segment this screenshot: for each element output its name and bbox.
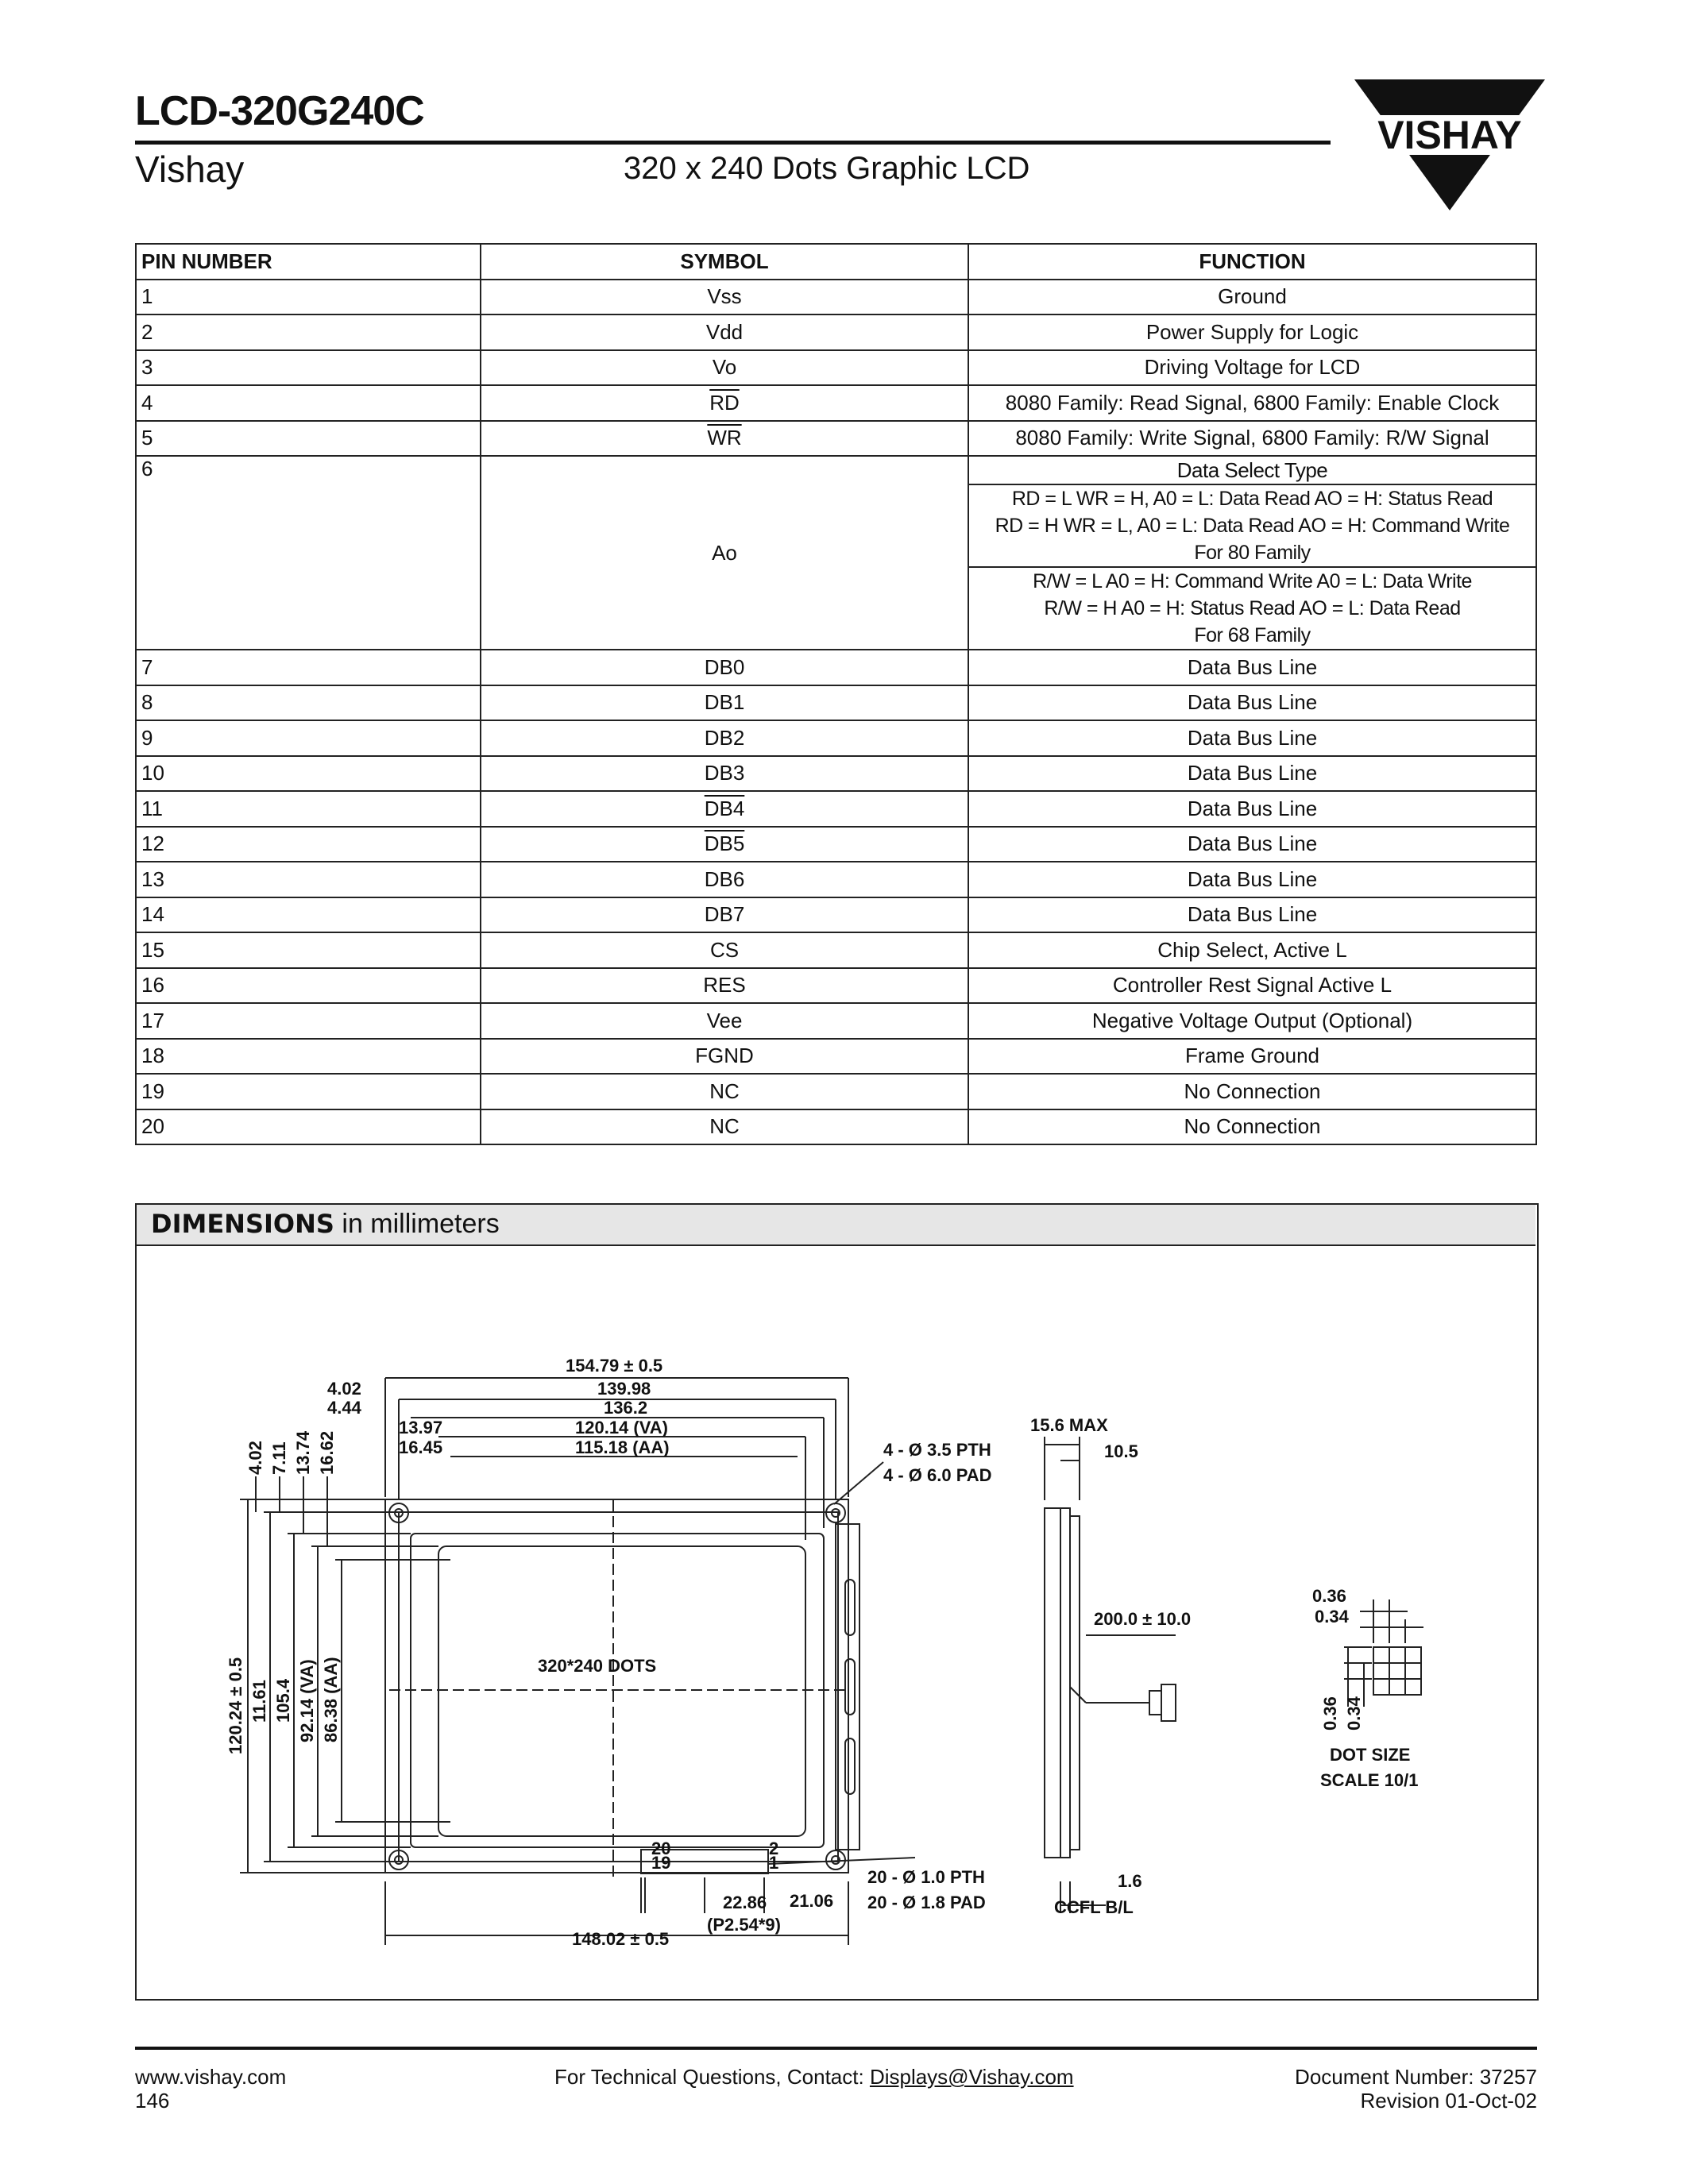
dim-1645: 16.45 (399, 1437, 443, 1457)
function-cell: Data Bus Line (968, 756, 1536, 792)
function-cell: Controller Rest Signal Active L (968, 968, 1536, 1004)
mount-pad-label: 4 - Ø 6.0 PAD (883, 1465, 992, 1485)
symbol-cell: NC (481, 1109, 968, 1145)
dim-v-1374: 13.74 (293, 1430, 313, 1475)
function-cell: Data Bus Line (968, 897, 1536, 933)
family-80-label: For 80 Family (1194, 542, 1311, 564)
pin-table (135, 243, 1537, 1145)
document-subtitle: 320 x 240 Dots Graphic LCD (624, 151, 1030, 186)
table-row (136, 968, 1536, 1004)
col-header-symbol: SYMBOL (481, 244, 968, 280)
function-cell: 8080 Family: Write Signal, 6800 Family: R/W Signal (968, 421, 1536, 457)
pin-cell: 9 (136, 720, 481, 756)
pin-cell: 5 (136, 421, 481, 457)
pin-cell: 2 (136, 314, 481, 350)
dim-1054: 105.4 (273, 1678, 293, 1723)
table-row (136, 350, 1536, 386)
dim-402: 4.02 (327, 1379, 361, 1399)
symbol-cell: $\overline{WR}$ (707, 426, 742, 450)
active-area (438, 1546, 805, 1836)
pin-cell: 15 (136, 932, 481, 968)
pin-cell: 7 (136, 650, 481, 685)
module-outline (385, 1499, 848, 1873)
pin1-label: 1 (769, 1853, 779, 1873)
footer-contact (554, 2065, 1074, 2089)
dim-2286: 22.86 (723, 1893, 767, 1912)
function-cell: Data Bus Line (968, 827, 1536, 862)
footer-rule (135, 2047, 1537, 2050)
table-row (136, 1039, 1536, 1075)
pin-cell: 11 (136, 791, 481, 827)
pin2-label: 2 (769, 1839, 779, 1858)
table-row (136, 720, 1536, 756)
dot-vpitch-label: 0.34 (1344, 1696, 1364, 1731)
dim-v-402: 4.02 (245, 1441, 265, 1475)
dot-height-label: 0.36 (1320, 1696, 1340, 1731)
dim-viewing-width: 120.14 (VA) (575, 1418, 668, 1437)
dim-13998: 139.98 (597, 1379, 651, 1399)
table-row (136, 280, 1536, 315)
dot-size-label: DOT SIZE (1330, 1745, 1411, 1765)
table-row (136, 421, 1536, 457)
table-row (136, 314, 1536, 350)
symbol-cell: FGND (481, 1039, 968, 1075)
function-cell: Data Bus Line (968, 685, 1536, 721)
connector-pad-label: 20 - Ø 1.8 PAD (867, 1893, 986, 1912)
table-row (136, 1074, 1536, 1109)
dim-viewing-height: 92.14 (VA) (297, 1659, 317, 1742)
pin-cell: 13 (136, 862, 481, 897)
symbol-cell: DB0 (481, 650, 968, 685)
dimensions-title (151, 1209, 500, 1240)
part-number-title: LCD-320G240C (135, 88, 424, 134)
function-cell: No Connection (968, 1109, 1536, 1145)
pin-cell: 3 (136, 350, 481, 386)
symbol-cell: $\overline{RD}$ (709, 390, 740, 415)
dot-grid (1373, 1647, 1421, 1695)
table-row (136, 827, 1536, 862)
function-cell: Data Bus Line (968, 650, 1536, 685)
footer-website-link[interactable]: www.vishay.com (135, 2065, 287, 2089)
pin-cell: 18 (136, 1039, 481, 1075)
symbol-cell: Vdd (481, 314, 968, 350)
col-header-function: FUNCTION (968, 244, 1536, 280)
pin19-label: 19 (651, 1853, 671, 1873)
family-80-block (969, 485, 1535, 568)
brand-name: Vishay (135, 149, 245, 190)
dim-1397: 13.97 (399, 1418, 443, 1437)
function-cell: No Connection (968, 1074, 1536, 1109)
function-cell: Data Bus Line (968, 791, 1536, 827)
dim-active-height: 86.38 (AA) (321, 1657, 341, 1742)
scale-label: SCALE 10/1 (1320, 1770, 1419, 1790)
function-cell: Data Bus Line (968, 720, 1536, 756)
dim-105: 10.5 (1104, 1441, 1138, 1461)
symbol-cell: DB1 (481, 685, 968, 721)
symbol-cell: DB3 (481, 756, 968, 792)
logo-text: VISHAY (1377, 113, 1522, 157)
function-cell: Data Bus Line (968, 862, 1536, 897)
pin-cell: 6 (136, 456, 481, 650)
vishay-logo (1350, 75, 1549, 214)
function-cell: Negative Voltage Output (Optional) (968, 1003, 1536, 1039)
symbol-cell: Vss (481, 280, 968, 315)
table-row (136, 756, 1536, 792)
table-row (136, 897, 1536, 933)
dim-16: 1.6 (1118, 1871, 1142, 1891)
dim-v-1662: 16.62 (317, 1430, 337, 1475)
dot-width-label: 0.36 (1312, 1586, 1346, 1606)
dim-2106: 21.06 (790, 1891, 834, 1911)
function-cell: Power Supply for Logic (968, 314, 1536, 350)
symbol-cell: Vo (481, 350, 968, 386)
connector-pth-label: 20 - Ø 1.0 PTH (867, 1867, 985, 1887)
contact-email-link[interactable]: Displays@Vishay.com (869, 2065, 1074, 2089)
symbol-cell: RES (481, 968, 968, 1004)
pin-cell: 10 (136, 756, 481, 792)
contact-prefix: For Technical Questions, Contact: (554, 2065, 870, 2089)
dimensions-title-bold: DIMENSIONS (151, 1209, 334, 1239)
pin-cell: 1 (136, 280, 481, 315)
dim-1362: 136.2 (604, 1398, 648, 1418)
family-68-line: R/W = H A0 = H: Status Read AO = L: Data Read (1044, 597, 1461, 619)
dim-cable-length: 200.0 ± 10.0 (1094, 1609, 1192, 1629)
family-80-line: RD = L WR = H, A0 = L: Data Read AO = H: Status Read (1011, 488, 1493, 510)
table-row-data-select (136, 456, 1536, 650)
pin-table-header (136, 244, 1536, 280)
table-row (136, 862, 1536, 897)
dim-active-width: 115.18 (AA) (575, 1437, 670, 1457)
symbol-cell: DB7 (481, 897, 968, 933)
dim-thickness-max: 15.6 MAX (1030, 1415, 1108, 1435)
mount-pth-label: 4 - Ø 3.5 PTH (883, 1440, 991, 1460)
function-cell: Frame Ground (968, 1039, 1536, 1075)
function-cell: Chip Select, Active L (968, 932, 1536, 968)
symbol-cell: DB2 (481, 720, 968, 756)
dimensions-title-unit: in millimeters (334, 1209, 500, 1239)
pin-pitch-label: (P2.54*9) (707, 1915, 781, 1935)
pin20-label: 20 (651, 1839, 671, 1858)
family-68-block (969, 568, 1535, 649)
page-number: 146 (135, 2089, 170, 2113)
function-cell: Driving Voltage for LCD (968, 350, 1536, 386)
pin-cell: 19 (136, 1074, 481, 1109)
table-row (136, 1109, 1536, 1145)
dots-label: 320*240 DOTS (538, 1656, 657, 1676)
family-68-line: R/W = L A0 = H: Command Write A0 = L: Data Write (1033, 570, 1472, 592)
dim-bottom-width: 148.02 ± 0.5 (572, 1929, 670, 1949)
symbol-cell: Ao (481, 456, 968, 650)
symbol-cell: CS (481, 932, 968, 968)
col-header-pin: PIN NUMBER (136, 244, 481, 280)
symbol-cell: NC (481, 1074, 968, 1109)
dimension-drawing (137, 1246, 1535, 1996)
table-row (136, 932, 1536, 968)
table-row (136, 650, 1536, 685)
data-select-title: Data Select Type (969, 457, 1535, 485)
dim-1161: 11.61 (249, 1680, 269, 1723)
symbol-cell: Vee (481, 1003, 968, 1039)
dot-pitch-label: 0.34 (1315, 1607, 1349, 1626)
symbol-cell: DB6 (481, 862, 968, 897)
pin-cell: 4 (136, 385, 481, 421)
pin-cell: 17 (136, 1003, 481, 1039)
ccfl-label: CCFL B/L (1054, 1897, 1134, 1917)
function-cell: Ground (968, 280, 1536, 315)
dim-overall-height: 120.24 ± 0.5 (226, 1657, 245, 1754)
table-row (136, 791, 1536, 827)
table-row (136, 1003, 1536, 1039)
pin-cell: 20 (136, 1109, 481, 1145)
dim-v-711: 7.11 (269, 1441, 289, 1475)
pin-cell: 12 (136, 827, 481, 862)
symbol-cell: DB4 (704, 796, 745, 820)
pin-cell: 16 (136, 968, 481, 1004)
function-cell: 8080 Family: Read Signal, 6800 Family: Enable Clock (968, 385, 1536, 421)
symbol-cell: DB5 (704, 832, 745, 856)
dim-overall-width: 154.79 ± 0.5 (566, 1356, 663, 1376)
family-68-label: For 68 Family (1194, 624, 1311, 646)
table-row (136, 685, 1536, 721)
pin-cell: 8 (136, 685, 481, 721)
header-rule (135, 141, 1331, 145)
dim-444: 4.44 (327, 1398, 361, 1418)
revision-date: Revision 01-Oct-02 (1360, 2089, 1537, 2113)
document-number: Document Number: 37257 (1295, 2065, 1537, 2089)
pin-cell: 14 (136, 897, 481, 933)
family-80-line: RD = H WR = L, A0 = L: Data Read AO = H: Command Write (995, 515, 1510, 537)
table-row (136, 385, 1536, 421)
